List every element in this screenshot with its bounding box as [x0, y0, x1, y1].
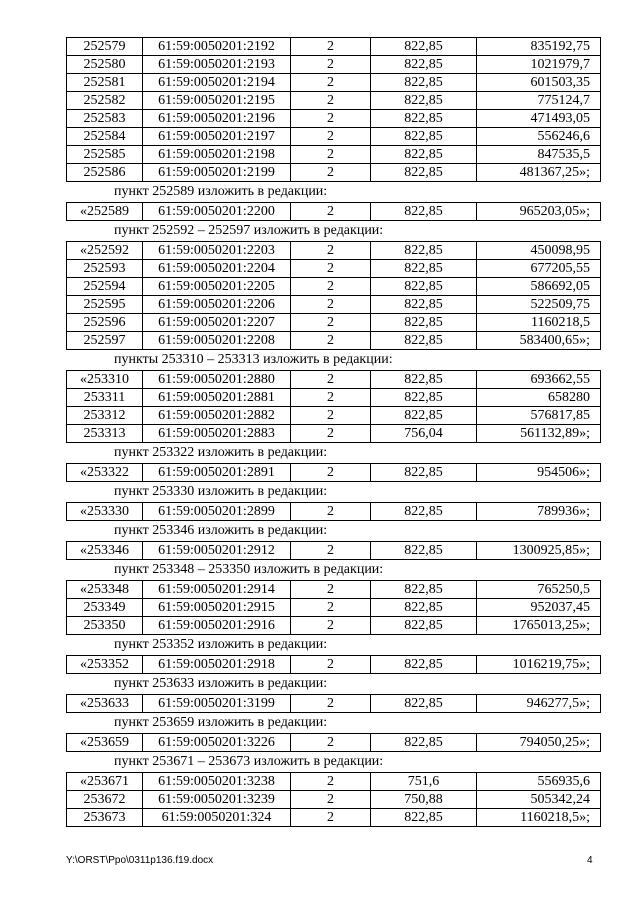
table-row: [67, 371, 601, 389]
category-cell: 2: [291, 425, 371, 443]
value-cell: 1765013,25»;: [477, 617, 601, 635]
value-cell: 1016219,75»;: [477, 656, 601, 674]
rate-cell: 822,85: [371, 734, 477, 752]
amendment-instruction: пункт 252589 изложить в редакции:: [114, 184, 328, 199]
value-cell: 583400,65»;: [477, 332, 601, 350]
cadastral-number-cell: 61:59:0050201:2915: [143, 599, 291, 617]
amendment-instruction: пункт 253346 изложить в редакции:: [114, 523, 328, 538]
table-row: [67, 773, 601, 791]
rate-cell: 822,85: [371, 389, 477, 407]
row-number-cell: 252595: [67, 296, 143, 314]
cadastral-number-cell: 61:59:0050201:2912: [143, 542, 291, 560]
row-number-cell: 252586: [67, 164, 143, 182]
rate-cell: 822,85: [371, 656, 477, 674]
parcel-table: [66, 694, 601, 713]
rate-cell: 822,85: [371, 56, 477, 74]
table-row: [67, 734, 601, 752]
value-cell: 946277,5»;: [477, 695, 601, 713]
amendment-instruction: пункт 253352 изложить в редакции:: [114, 637, 328, 652]
cadastral-number-cell: 61:59:0050201:3226: [143, 734, 291, 752]
amendment-block: [66, 350, 600, 443]
value-cell: 586692,05: [477, 278, 601, 296]
cadastral-number-cell: 61:59:0050201:3239: [143, 791, 291, 809]
amendment-block: [66, 713, 600, 752]
parcel-table: [66, 733, 601, 752]
table-row: [67, 296, 601, 314]
rate-cell: 822,85: [371, 260, 477, 278]
amendment-block: [66, 182, 600, 221]
value-cell: 556935,6: [477, 773, 601, 791]
category-cell: 2: [291, 371, 371, 389]
parcel-table: [66, 202, 601, 221]
amendment-block: [66, 221, 600, 350]
rate-cell: 822,85: [371, 146, 477, 164]
value-cell: 952037,45: [477, 599, 601, 617]
cadastral-number-cell: 61:59:0050201:2194: [143, 74, 291, 92]
cadastral-number-cell: 61:59:0050201:2195: [143, 92, 291, 110]
table-row: [67, 695, 601, 713]
rate-cell: 822,85: [371, 128, 477, 146]
cadastral-number-cell: 61:59:0050201:2914: [143, 581, 291, 599]
row-number-cell: 253672: [67, 791, 143, 809]
row-number-cell: «253633: [67, 695, 143, 713]
table-row: [67, 164, 601, 182]
table-row: [67, 332, 601, 350]
table-row: [67, 260, 601, 278]
table-row: [67, 242, 601, 260]
rate-cell: 822,85: [371, 110, 477, 128]
category-cell: 2: [291, 38, 371, 56]
amendment-instruction: пункт 253659 изложить в редакции:: [114, 715, 328, 730]
rate-cell: 822,85: [371, 407, 477, 425]
row-number-cell: 252593: [67, 260, 143, 278]
category-cell: 2: [291, 278, 371, 296]
amendment-block: [66, 37, 600, 182]
value-cell: 450098,95: [477, 242, 601, 260]
category-cell: 2: [291, 242, 371, 260]
cadastral-number-cell: 61:59:0050201:2196: [143, 110, 291, 128]
amendment-instruction: пункты 253310 – 253313 изложить в редакции:: [114, 352, 393, 367]
rate-cell: 822,85: [371, 809, 477, 827]
rate-cell: 822,85: [371, 164, 477, 182]
row-number-cell: «253330: [67, 503, 143, 521]
category-cell: 2: [291, 695, 371, 713]
amendment-block: [66, 674, 600, 713]
category-cell: 2: [291, 581, 371, 599]
category-cell: 2: [291, 128, 371, 146]
row-number-cell: «253659: [67, 734, 143, 752]
cadastral-number-cell: 61:59:0050201:3199: [143, 695, 291, 713]
row-number-cell: 253311: [67, 389, 143, 407]
amendment-block: [66, 752, 600, 827]
rate-cell: 756,04: [371, 425, 477, 443]
value-cell: 556246,6: [477, 128, 601, 146]
value-cell: 658280: [477, 389, 601, 407]
rate-cell: 822,85: [371, 542, 477, 560]
value-cell: 522509,75: [477, 296, 601, 314]
table-row: [67, 56, 601, 74]
cadastral-number-cell: 61:59:0050201:2197: [143, 128, 291, 146]
rate-cell: 822,85: [371, 371, 477, 389]
value-cell: 561132,89»;: [477, 425, 601, 443]
row-number-cell: 252594: [67, 278, 143, 296]
category-cell: 2: [291, 809, 371, 827]
cadastral-number-cell: 61:59:0050201:2203: [143, 242, 291, 260]
rate-cell: 822,85: [371, 617, 477, 635]
table-row: [67, 146, 601, 164]
table-row: [67, 407, 601, 425]
rate-cell: 822,85: [371, 695, 477, 713]
value-cell: 765250,5: [477, 581, 601, 599]
rate-cell: 822,85: [371, 92, 477, 110]
parcel-table: [66, 37, 601, 182]
rate-cell: 822,85: [371, 314, 477, 332]
row-number-cell: 252583: [67, 110, 143, 128]
row-number-cell: 253313: [67, 425, 143, 443]
rate-cell: 822,85: [371, 296, 477, 314]
row-number-cell: 252582: [67, 92, 143, 110]
category-cell: 2: [291, 164, 371, 182]
cadastral-number-cell: 61:59:0050201:2891: [143, 464, 291, 482]
rate-cell: 751,6: [371, 773, 477, 791]
amendment-instruction: пункт 252592 – 252597 изложить в редакции:: [114, 223, 384, 238]
row-number-cell: 252580: [67, 56, 143, 74]
amendment-instruction: пункт 253330 изложить в редакции:: [114, 484, 328, 499]
document-body: [66, 37, 600, 827]
row-number-cell: «253348: [67, 581, 143, 599]
value-cell: 794050,25»;: [477, 734, 601, 752]
row-number-cell: «252592: [67, 242, 143, 260]
category-cell: 2: [291, 260, 371, 278]
cadastral-number-cell: 61:59:0050201:2199: [143, 164, 291, 182]
row-number-cell: 252579: [67, 38, 143, 56]
value-cell: 1160218,5: [477, 314, 601, 332]
row-number-cell: «253346: [67, 542, 143, 560]
rate-cell: 822,85: [371, 242, 477, 260]
table-row: [67, 389, 601, 407]
category-cell: 2: [291, 314, 371, 332]
parcel-table: [66, 502, 601, 521]
category-cell: 2: [291, 503, 371, 521]
cadastral-number-cell: 61:59:0050201:324: [143, 809, 291, 827]
row-number-cell: «253671: [67, 773, 143, 791]
cadastral-number-cell: 61:59:0050201:2916: [143, 617, 291, 635]
cadastral-number-cell: 61:59:0050201:2208: [143, 332, 291, 350]
category-cell: 2: [291, 773, 371, 791]
category-cell: 2: [291, 734, 371, 752]
cadastral-number-cell: 61:59:0050201:2882: [143, 407, 291, 425]
rate-cell: 822,85: [371, 203, 477, 221]
cadastral-number-cell: 61:59:0050201:2200: [143, 203, 291, 221]
rate-cell: 822,85: [371, 74, 477, 92]
value-cell: 1300925,85»;: [477, 542, 601, 560]
category-cell: 2: [291, 203, 371, 221]
row-number-cell: 253349: [67, 599, 143, 617]
category-cell: 2: [291, 599, 371, 617]
rate-cell: 822,85: [371, 503, 477, 521]
table-row: [67, 74, 601, 92]
table-row: [67, 38, 601, 56]
table-row: [67, 542, 601, 560]
parcel-table: [66, 463, 601, 482]
table-row: [67, 581, 601, 599]
cadastral-number-cell: 61:59:0050201:3238: [143, 773, 291, 791]
table-row: [67, 791, 601, 809]
row-number-cell: 252584: [67, 128, 143, 146]
table-row: [67, 617, 601, 635]
value-cell: 471493,05: [477, 110, 601, 128]
amendment-block: [66, 482, 600, 521]
value-cell: 601503,35: [477, 74, 601, 92]
category-cell: 2: [291, 332, 371, 350]
table-row: [67, 599, 601, 617]
parcel-table: [66, 655, 601, 674]
category-cell: 2: [291, 74, 371, 92]
footer-file-path: Y:\ORST\Ppo\0311p136.f19.docx: [66, 855, 214, 866]
value-cell: 775124,7: [477, 92, 601, 110]
rate-cell: 822,85: [371, 332, 477, 350]
amendment-block: [66, 521, 600, 560]
cadastral-number-cell: 61:59:0050201:2193: [143, 56, 291, 74]
rate-cell: 822,85: [371, 599, 477, 617]
cadastral-number-cell: 61:59:0050201:2881: [143, 389, 291, 407]
category-cell: 2: [291, 464, 371, 482]
row-number-cell: 253350: [67, 617, 143, 635]
amendment-instruction: пункт 253671 – 253673 изложить в редакции:: [114, 754, 384, 769]
value-cell: 1160218,5»;: [477, 809, 601, 827]
cadastral-number-cell: 61:59:0050201:2198: [143, 146, 291, 164]
category-cell: 2: [291, 389, 371, 407]
row-number-cell: 252585: [67, 146, 143, 164]
row-number-cell: 252596: [67, 314, 143, 332]
cadastral-number-cell: 61:59:0050201:2918: [143, 656, 291, 674]
cadastral-number-cell: 61:59:0050201:2205: [143, 278, 291, 296]
category-cell: 2: [291, 110, 371, 128]
parcel-table: [66, 541, 601, 560]
value-cell: 481367,25»;: [477, 164, 601, 182]
value-cell: 965203,05»;: [477, 203, 601, 221]
footer-page-number: 4: [587, 855, 593, 866]
cadastral-number-cell: 61:59:0050201:2207: [143, 314, 291, 332]
value-cell: 677205,55: [477, 260, 601, 278]
cadastral-number-cell: 61:59:0050201:2206: [143, 296, 291, 314]
value-cell: 505342,24: [477, 791, 601, 809]
row-number-cell: «253352: [67, 656, 143, 674]
amendment-block: [66, 635, 600, 674]
category-cell: 2: [291, 146, 371, 164]
value-cell: 954506»;: [477, 464, 601, 482]
table-row: [67, 656, 601, 674]
table-row: [67, 425, 601, 443]
row-number-cell: 252581: [67, 74, 143, 92]
rate-cell: 750,88: [371, 791, 477, 809]
table-row: [67, 464, 601, 482]
value-cell: 789936»;: [477, 503, 601, 521]
parcel-table: [66, 370, 601, 443]
value-cell: 847535,5: [477, 146, 601, 164]
rate-cell: 822,85: [371, 464, 477, 482]
table-row: [67, 203, 601, 221]
category-cell: 2: [291, 92, 371, 110]
rate-cell: 822,85: [371, 38, 477, 56]
row-number-cell: «253310: [67, 371, 143, 389]
row-number-cell: 253673: [67, 809, 143, 827]
cadastral-number-cell: 61:59:0050201:2883: [143, 425, 291, 443]
amendment-instruction: пункт 253348 – 253350 изложить в редакции:: [114, 562, 384, 577]
category-cell: 2: [291, 56, 371, 74]
table-row: [67, 92, 601, 110]
row-number-cell: 252597: [67, 332, 143, 350]
table-row: [67, 128, 601, 146]
value-cell: 835192,75: [477, 38, 601, 56]
category-cell: 2: [291, 791, 371, 809]
table-row: [67, 503, 601, 521]
cadastral-number-cell: 61:59:0050201:2204: [143, 260, 291, 278]
table-row: [67, 314, 601, 332]
category-cell: 2: [291, 656, 371, 674]
category-cell: 2: [291, 617, 371, 635]
value-cell: 1021979,7: [477, 56, 601, 74]
amendment-instruction: пункт 253322 изложить в редакции:: [114, 445, 328, 460]
value-cell: 693662,55: [477, 371, 601, 389]
category-cell: 2: [291, 296, 371, 314]
value-cell: 576817,85: [477, 407, 601, 425]
amendment-block: [66, 560, 600, 635]
cadastral-number-cell: 61:59:0050201:2880: [143, 371, 291, 389]
row-number-cell: «253322: [67, 464, 143, 482]
cadastral-number-cell: 61:59:0050201:2899: [143, 503, 291, 521]
row-number-cell: «252589: [67, 203, 143, 221]
amendment-block: [66, 443, 600, 482]
parcel-table: [66, 580, 601, 635]
table-row: [67, 809, 601, 827]
table-row: [67, 278, 601, 296]
table-row: [67, 110, 601, 128]
rate-cell: 822,85: [371, 278, 477, 296]
parcel-table: [66, 772, 601, 827]
parcel-table: [66, 241, 601, 350]
amendment-instruction: пункт 253633 изложить в редакции:: [114, 676, 328, 691]
row-number-cell: 253312: [67, 407, 143, 425]
category-cell: 2: [291, 542, 371, 560]
rate-cell: 822,85: [371, 581, 477, 599]
category-cell: 2: [291, 407, 371, 425]
cadastral-number-cell: 61:59:0050201:2192: [143, 38, 291, 56]
